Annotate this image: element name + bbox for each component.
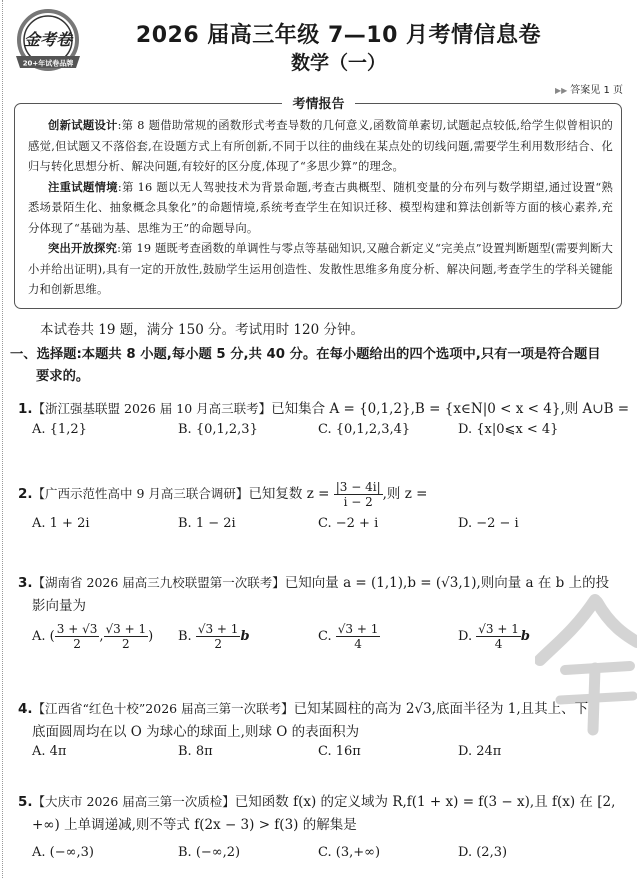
question-stem-end: ,则 z =	[382, 486, 428, 502]
option-d[interactable]: D. (2,3)	[458, 845, 508, 860]
option-c[interactable]: C. {0,1,2,3,4}	[318, 422, 411, 437]
option-a[interactable]: A. (−∞,3)	[32, 845, 94, 860]
numerator: |3 − 4i|	[335, 480, 381, 494]
question-number: 4.	[18, 701, 33, 717]
option-d[interactable]	[458, 622, 530, 651]
option-label: A.	[32, 629, 46, 644]
option-b[interactable]: B. 8π	[178, 744, 213, 759]
page-title: 2026 届高三年级 7—10 月考情信息卷	[135, 23, 542, 48]
section-heading-cont: 要求的。	[36, 369, 90, 384]
report-item-text: :第 19 题既考查函数的单调性与零点等基础知识,又融合新定义“完美点”设置判断题型(需要判断大小并给出证明),具有一定的开放性,鼓励学生运用创造性、发散性思维多角度分析、解决问题,考查学生的学科关键能力和创新思维。	[28, 242, 613, 296]
denominator: 4	[354, 637, 362, 651]
question-source: 【江西省“红色十校”2026 届高三第一次联考】	[32, 701, 294, 716]
denominator: 4	[494, 637, 503, 651]
option-label: B.	[178, 629, 192, 644]
report-item-label: 突出开放探究	[48, 242, 118, 255]
option-b[interactable]	[178, 622, 250, 651]
option-b[interactable]: B. (−∞,2)	[178, 845, 241, 860]
denominator: i − 2	[343, 495, 373, 509]
option-b[interactable]: B. 1 − 2i	[178, 516, 236, 531]
watermark-logo	[535, 590, 637, 740]
numerator: √3 + 1	[197, 622, 239, 636]
report-heading-text: 考情报告	[282, 97, 354, 112]
option-b[interactable]: B. {0,1,2,3}	[178, 422, 258, 437]
denominator: 2	[121, 637, 130, 651]
report-item-text: :第 8 题借助常规的函数形式考查导数的几何意义,函数简单素切,试题起点较低,给学生似曾相识的感觉,但试题又不落俗套,在设题方式上有所创新,不同于以往的曲线在某点处的切线问题,需要学生利用数形结合、化归与转化思想分析、解决问题,有较好的区分度,体现了“多思少算”的理念。	[28, 119, 614, 173]
option-a[interactable]: A. ( $\frac{3 + √3}{2}$ , $\frac{√3 + 1}{2}$ )	[32, 622, 154, 651]
option-a[interactable]: A. {1,2}	[32, 422, 87, 437]
question-source: 【湖南省 2026 届高三九校联盟第一次联考】	[32, 575, 285, 590]
vector-b: b	[240, 629, 250, 644]
option-d[interactable]: D. {x|0⩽x < 4}	[458, 422, 559, 437]
section-heading: 一、选择题:本题共 8 小题,每小题 5 分,共 40 分。在每小题给出的四个选项中,只有一项是符合题目	[10, 347, 601, 362]
question-5	[18, 790, 615, 810]
question-stem: 已知集合 A = {0,1,2},B = {x∈N|0 < x < 4},则 A∪B =	[271, 401, 630, 417]
question-number: 5.	[18, 794, 33, 810]
double-arrow-icon: ▶▶	[554, 86, 568, 95]
question-number: 2.	[18, 486, 33, 502]
fraction	[476, 622, 521, 651]
option-d[interactable]: D. 24π	[458, 744, 502, 759]
question-source: 【广西示范性高中 9 月高三联合调研】	[32, 486, 249, 501]
numerator: √3 + 1	[337, 622, 379, 636]
question-3-cont: 影向量为	[32, 598, 86, 614]
report-item-label: 注重试题情境	[48, 180, 118, 194]
question-2	[18, 480, 427, 509]
exam-intro: 本试卷共 19 题，满分 150 分。考试用时 120 分钟。	[40, 322, 364, 338]
question-number: 1.	[18, 401, 33, 417]
question-source: 【浙江强基联盟 2026 届 10 月高三联考】	[32, 401, 272, 416]
option-c[interactable]	[318, 622, 380, 651]
report-item-context	[28, 178, 613, 240]
numerator: √3 + 1	[105, 622, 147, 636]
report-item-text: :第 16 题以无人驾驶技术为背景命题,考查古典概型、随机变量的分布列与数学期望,通过设置“熟悉场景陌生化、抽象概念具象化”的命题情境,系统考查学生在知识迁移、模型构建和算法创新等方面的核心素养,充分体现了“基础为基、思维为王”的命题导向。	[28, 180, 613, 235]
question-5-cont: +∞) 上单调递减,则不等式 f(2x − 3) > f(3) 的解集是	[32, 817, 357, 833]
report-item-label: 创新试题设计	[48, 119, 118, 132]
fraction	[55, 622, 100, 651]
option-c[interactable]: C. 16π	[318, 744, 361, 759]
option-a[interactable]: A. 4π	[32, 744, 67, 759]
fraction	[196, 622, 241, 651]
report-item-innovation	[28, 116, 613, 178]
question-source: 【大庆市 2026 届高三第一次质检】	[32, 794, 235, 809]
question-4-cont: 底面圆周均在以 O 为球心的球面上,则球 O 的表面积为	[32, 724, 360, 740]
option-label: C.	[318, 629, 332, 644]
report-body	[28, 116, 613, 301]
numerator: √3 + 1	[478, 622, 519, 636]
option-d[interactable]: D. −2 − i	[458, 516, 519, 531]
vector-b: b	[520, 629, 530, 644]
option-label: D.	[458, 629, 473, 644]
question-number: 3.	[18, 575, 33, 591]
fraction	[104, 622, 149, 651]
question-4	[18, 697, 588, 717]
answer-note-text: 答案见 1 页	[570, 85, 623, 96]
option-a[interactable]: A. 1 + 2i	[32, 516, 90, 531]
binding-margin-line	[2, 0, 3, 878]
question-stem: 已知函数 f(x) 的定义域为 R,f(1 + x) = f(3 − x),且 f(x) 在 [2,	[234, 794, 616, 810]
denominator: 2	[214, 637, 222, 651]
option-c[interactable]: C. −2 + i	[318, 516, 379, 531]
question-3	[18, 571, 609, 591]
fraction	[336, 622, 381, 651]
question-1	[18, 397, 629, 417]
denominator: 2	[73, 637, 81, 651]
numerator: 3 + √3	[56, 622, 98, 636]
option-c[interactable]: C. (3,+∞)	[318, 845, 381, 860]
report-item-open	[28, 239, 613, 301]
report-heading	[0, 93, 637, 112]
question-stem: 已知复数 z =	[248, 486, 330, 502]
page-subtitle: 数学（一）	[290, 52, 386, 74]
svg-text:20+年试卷品牌: 20+年试卷品牌	[22, 59, 74, 68]
question-stem: 已知向量 a = (1,1),b = (√3,1),则向量 a 在 b 上的投	[284, 575, 610, 591]
fraction	[334, 480, 383, 509]
svg-text:金考卷: 金考卷	[23, 30, 73, 49]
question-stem: 已知某圆柱的高为 2√3,底面半径为 1,且其上、下	[293, 701, 589, 717]
